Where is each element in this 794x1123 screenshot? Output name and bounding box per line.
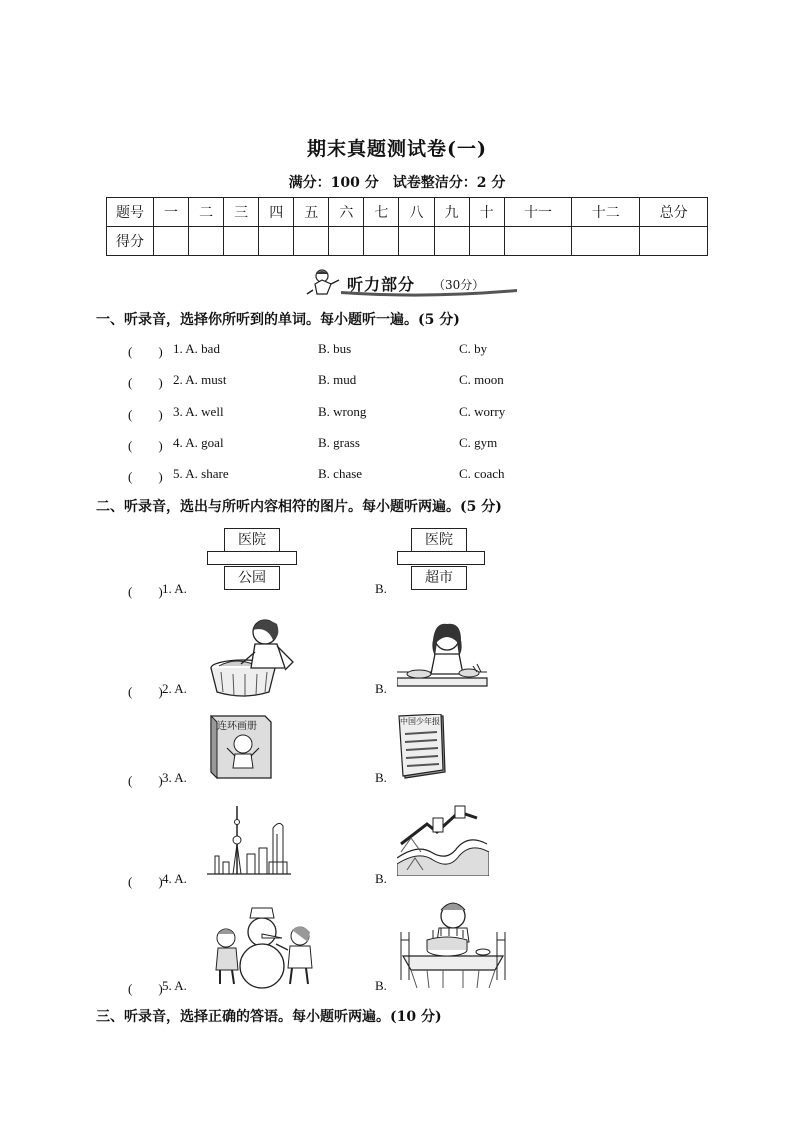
score-header-cell: 七 [364, 198, 399, 227]
option-a-label: 4. A. [162, 871, 187, 886]
score-cell[interactable] [154, 227, 189, 256]
score-header-cell: 五 [294, 198, 329, 227]
part-title: 听力部分 [347, 275, 416, 294]
score-header-cell: 题号 [107, 198, 154, 227]
option-a-label: 5. A. [162, 978, 187, 993]
part-score: （30分） [433, 278, 485, 292]
option-b: B. chase [318, 466, 363, 481]
listening-part-banner [305, 264, 520, 298]
sign-picture-b[interactable] [397, 528, 487, 594]
sign-bottom: 公园 [224, 566, 280, 590]
score-header-cell: 总分 [640, 198, 708, 227]
score-cell[interactable] [469, 227, 504, 256]
option-b: B. grass [318, 435, 360, 450]
city-skyline-tower-icon[interactable] [207, 804, 291, 876]
option-a-label: 2. A. [162, 681, 187, 696]
score-header-cell: 十一 [504, 198, 572, 227]
sign-crossbar [207, 551, 297, 565]
score-header-cell: 四 [259, 198, 294, 227]
score-cell[interactable] [504, 227, 572, 256]
sign-top: 医院 [411, 528, 467, 552]
score-table-score-row [107, 227, 708, 256]
comic-book-title: 连环画册 [217, 721, 257, 732]
option-a-label: 3. A. [162, 770, 187, 785]
option-b: B. mud [318, 372, 357, 387]
option-a: 2. A. must [173, 372, 227, 387]
birthday-cake-party-icon[interactable] [397, 896, 509, 992]
sign-top: 医院 [224, 528, 280, 552]
question-paren[interactable]: ( ) [128, 407, 163, 422]
score-header-cell: 一 [154, 198, 189, 227]
score-header-cell: 八 [399, 198, 434, 227]
score-cell[interactable] [329, 227, 364, 256]
score-header-cell: 六 [329, 198, 364, 227]
sign-picture-a[interactable] [207, 528, 297, 594]
option-b: B. wrong [318, 404, 367, 419]
score-cell[interactable] [640, 227, 708, 256]
score-header-cell: 三 [224, 198, 259, 227]
option-b-label: B. [375, 871, 387, 886]
score-cell[interactable] [364, 227, 399, 256]
score-cell[interactable] [294, 227, 329, 256]
score-table [106, 197, 708, 256]
option-b-label: B. [375, 770, 387, 785]
question-paren[interactable]: ( ) [128, 981, 163, 996]
question-paren[interactable]: ( ) [128, 375, 163, 390]
option-c: C. worry [459, 404, 506, 419]
page-subtitle: 满分：100 分 试卷整洁分：2 分 [288, 175, 506, 191]
option-c: C. by [459, 341, 488, 356]
question-paren[interactable]: ( ) [128, 773, 163, 788]
question-paren[interactable]: ( ) [128, 438, 163, 453]
option-a-label: 1. A. [162, 581, 187, 596]
option-c: C. moon [459, 372, 504, 387]
score-cell[interactable] [259, 227, 294, 256]
girl-washing-clothes-icon[interactable] [207, 612, 299, 698]
score-cell[interactable] [224, 227, 259, 256]
option-a: 1. A. bad [173, 341, 220, 356]
score-header-cell: 十 [469, 198, 504, 227]
question-paren[interactable]: ( ) [128, 874, 163, 889]
score-header-cell: 九 [434, 198, 469, 227]
sign-bottom: 超市 [411, 566, 467, 590]
section1-heading: 一、听录音，选择你所听到的单词。每小题听一遍。(5 分) [96, 312, 460, 328]
section3-heading: 三、听录音，选择正确的答语。每小题听两遍。(10 分) [96, 1009, 442, 1025]
option-a: 3. A. well [173, 404, 224, 419]
question-paren[interactable]: ( ) [128, 344, 163, 359]
option-b-label: B. [375, 681, 387, 696]
score-table-header-row [107, 198, 708, 227]
girl-with-food-icon[interactable] [397, 620, 489, 692]
option-c: C. coach [459, 466, 505, 481]
option-b-label: B. [375, 581, 387, 596]
score-cell[interactable] [434, 227, 469, 256]
newspaper-title: 中国少年报 [400, 717, 440, 726]
great-wall-icon[interactable] [397, 804, 489, 876]
option-a: 4. A. goal [173, 435, 224, 450]
question-paren[interactable]: ( ) [128, 469, 163, 484]
option-c: C. gym [459, 435, 498, 450]
score-cell[interactable] [399, 227, 434, 256]
score-cell[interactable] [572, 227, 640, 256]
score-cell[interactable] [189, 227, 224, 256]
question-paren[interactable]: ( ) [128, 584, 163, 599]
page-title: 期末真题测试卷(一) [307, 138, 487, 160]
question-paren[interactable]: ( ) [128, 684, 163, 699]
option-b: B. bus [318, 341, 352, 356]
option-b-label: B. [375, 978, 387, 993]
newspaper-picture[interactable] [397, 714, 449, 780]
children-making-snowman-icon[interactable] [212, 904, 318, 990]
score-header-cell: 十二 [572, 198, 640, 227]
score-row-label: 得分 [107, 227, 154, 256]
option-a: 5. A. share [173, 466, 229, 481]
section2-heading: 二、听录音，选出与所听内容相符的图片。每小题听两遍。(5 分) [96, 499, 502, 515]
sign-crossbar [397, 551, 485, 565]
score-header-cell: 二 [189, 198, 224, 227]
comic-book-picture[interactable] [207, 714, 273, 780]
